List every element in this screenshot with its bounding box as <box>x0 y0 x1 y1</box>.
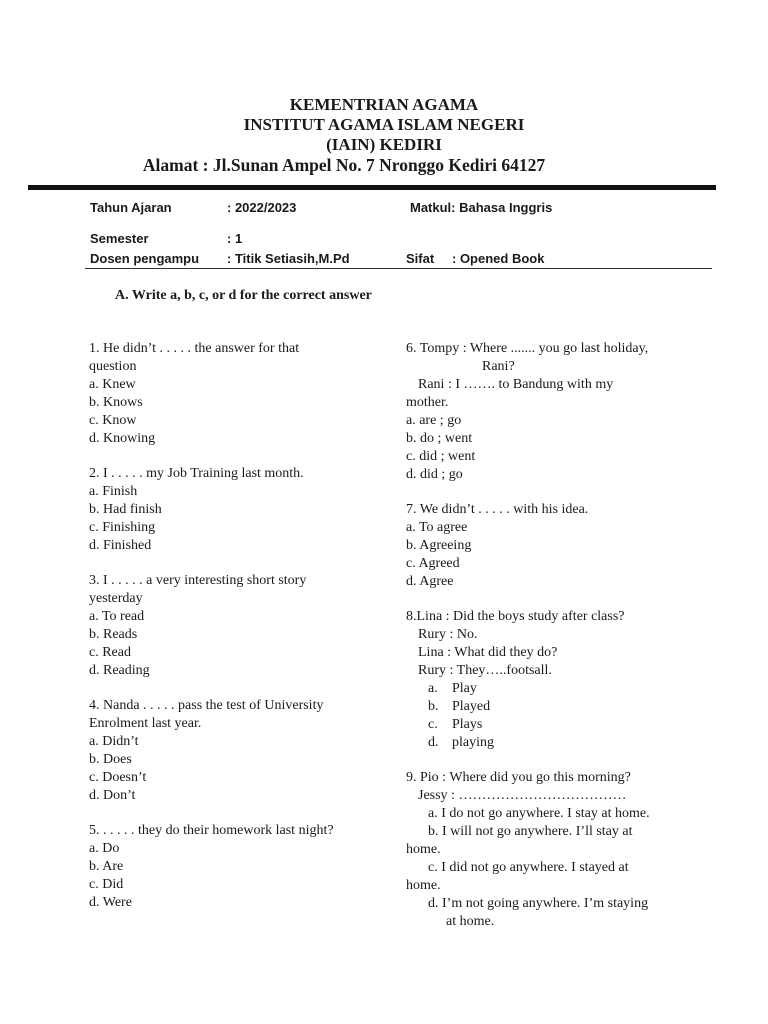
question-1 <box>89 340 374 448</box>
option-c: c. Finishing <box>89 520 156 535</box>
option-b: b. Knows <box>89 395 143 410</box>
option-text: Played <box>452 699 491 714</box>
option-b: b. Does <box>89 752 132 767</box>
sifat-value: : Opened Book <box>452 251 545 266</box>
question-text: yesterday <box>89 591 143 606</box>
question-text: Enrolment last year. <box>89 716 202 731</box>
option-text: playing <box>452 735 494 750</box>
option-c: c. Agreed <box>406 556 460 571</box>
option-b: b. I will not go anywhere. I’ll stay at <box>428 824 633 839</box>
question-text: 9. Pio : Where did you go this morning? <box>406 770 631 785</box>
question-text: 7. We didn’t . . . . . with his idea. <box>406 502 589 517</box>
sifat-label: Sifat <box>406 251 435 266</box>
option-d: d. I’m not going anywhere. I’m staying <box>428 896 649 911</box>
option-letter: a. <box>428 681 438 696</box>
option-d: d. Don’t <box>89 788 136 803</box>
option-d: d. Knowing <box>89 431 156 446</box>
question-text: 6. Tompy : Where ....... you go last holiday, <box>406 341 649 356</box>
option-letter: b. <box>428 699 439 714</box>
option-b <box>406 698 696 716</box>
header-line-address: Alamat : Jl.Sunan Ampel No. 7 Nronggo Kediri 64127 <box>142 155 546 175</box>
option-a: a. Do <box>89 841 120 856</box>
info-divider-thin <box>85 268 712 269</box>
question-text: question <box>89 359 137 374</box>
option-d-continued: at home. <box>446 914 495 929</box>
option-c: c. did ; went <box>406 449 476 464</box>
question-text: 2. I . . . . . my Job Training last month. <box>89 466 304 481</box>
question-text: Rury : They…..footsall. <box>418 663 552 678</box>
question-8 <box>406 608 696 752</box>
question-text: 1. He didn’t . . . . . the answer for that <box>89 341 300 356</box>
option-b: b. Agreeing <box>406 538 472 553</box>
option-text: Play <box>452 681 477 696</box>
option-c: c. Know <box>89 413 137 428</box>
question-text: 5. . . . . . they do their homework last night? <box>89 823 334 838</box>
question-text: Lina : What did they do? <box>418 645 558 660</box>
question-text: 4. Nanda . . . . . pass the test of University <box>89 698 324 713</box>
question-text: 3. I . . . . . a very interesting short story <box>89 573 307 588</box>
tahun-label: Tahun Ajaran <box>90 200 172 215</box>
option-c-continued: home. <box>406 878 441 893</box>
option-b: b. Are <box>89 859 124 874</box>
option-a: a. To read <box>89 609 145 624</box>
question-9 <box>406 769 696 931</box>
question-text: Rani? <box>482 359 515 374</box>
option-c <box>406 716 696 734</box>
option-letter: c. <box>428 717 438 732</box>
option-b: b. Reads <box>89 627 138 642</box>
option-a: a. Knew <box>89 377 136 392</box>
option-c: c. I did not go anywhere. I stayed at <box>428 860 629 875</box>
option-a: a. Finish <box>89 484 138 499</box>
option-b: b. do ; went <box>406 431 473 446</box>
option-d: d. Were <box>89 895 132 910</box>
question-7 <box>406 501 696 591</box>
semester-label: Semester <box>90 231 149 246</box>
option-b: b. Had finish <box>89 502 162 517</box>
question-text: Rury : No. <box>418 627 478 642</box>
question-text: 8.Lina : Did the boys study after class? <box>406 609 625 624</box>
question-3 <box>89 572 374 680</box>
option-d: d. Reading <box>89 663 150 678</box>
option-d: d. did ; go <box>406 467 463 482</box>
option-letter: d. <box>428 735 439 750</box>
option-c: c. Doesn’t <box>89 770 147 785</box>
dosen-value: : Titik Setiasih,M.Pd <box>227 251 350 266</box>
option-c: c. Did <box>89 877 124 892</box>
semester-value: : 1 <box>227 231 243 246</box>
header-line-ministry: KEMENTRIAN AGAMA <box>289 95 479 114</box>
matkul-text: Matkul: Bahasa Inggris <box>410 200 553 215</box>
option-a: a. To agree <box>406 520 468 535</box>
tahun-value: : 2022/2023 <box>227 200 297 215</box>
section-title: A. Write a, b, c, or d for the correct answer <box>115 288 372 303</box>
option-b-continued: home. <box>406 842 441 857</box>
question-text: mother. <box>406 395 449 410</box>
question-2 <box>89 465 374 555</box>
option-d: d. Agree <box>406 574 454 589</box>
option-d: d. Finished <box>89 538 152 553</box>
option-d <box>406 734 696 752</box>
option-c: c. Read <box>89 645 131 660</box>
header-line-institute: INSTITUT AGAMA ISLAM NEGERI <box>243 115 525 134</box>
option-a: a. I do not go anywhere. I stay at home. <box>428 806 650 821</box>
question-text: Jessy : ……………………………… <box>418 788 627 803</box>
questions-left-column <box>89 340 374 929</box>
question-text: Rani : I ……. to Bandung with my <box>418 377 614 392</box>
header-line-iain: (IAIN) KEDIRI <box>326 135 442 154</box>
dosen-label: Dosen pengampu <box>90 251 200 266</box>
question-5 <box>89 822 374 912</box>
option-a: a. are ; go <box>406 413 462 428</box>
question-4 <box>89 697 374 805</box>
question-6 <box>406 340 696 484</box>
questions-right-column <box>406 340 696 948</box>
option-a <box>406 680 696 698</box>
option-a: a. Didn’t <box>89 734 139 749</box>
option-text: Plays <box>452 717 483 732</box>
header-divider-thick <box>28 185 716 190</box>
